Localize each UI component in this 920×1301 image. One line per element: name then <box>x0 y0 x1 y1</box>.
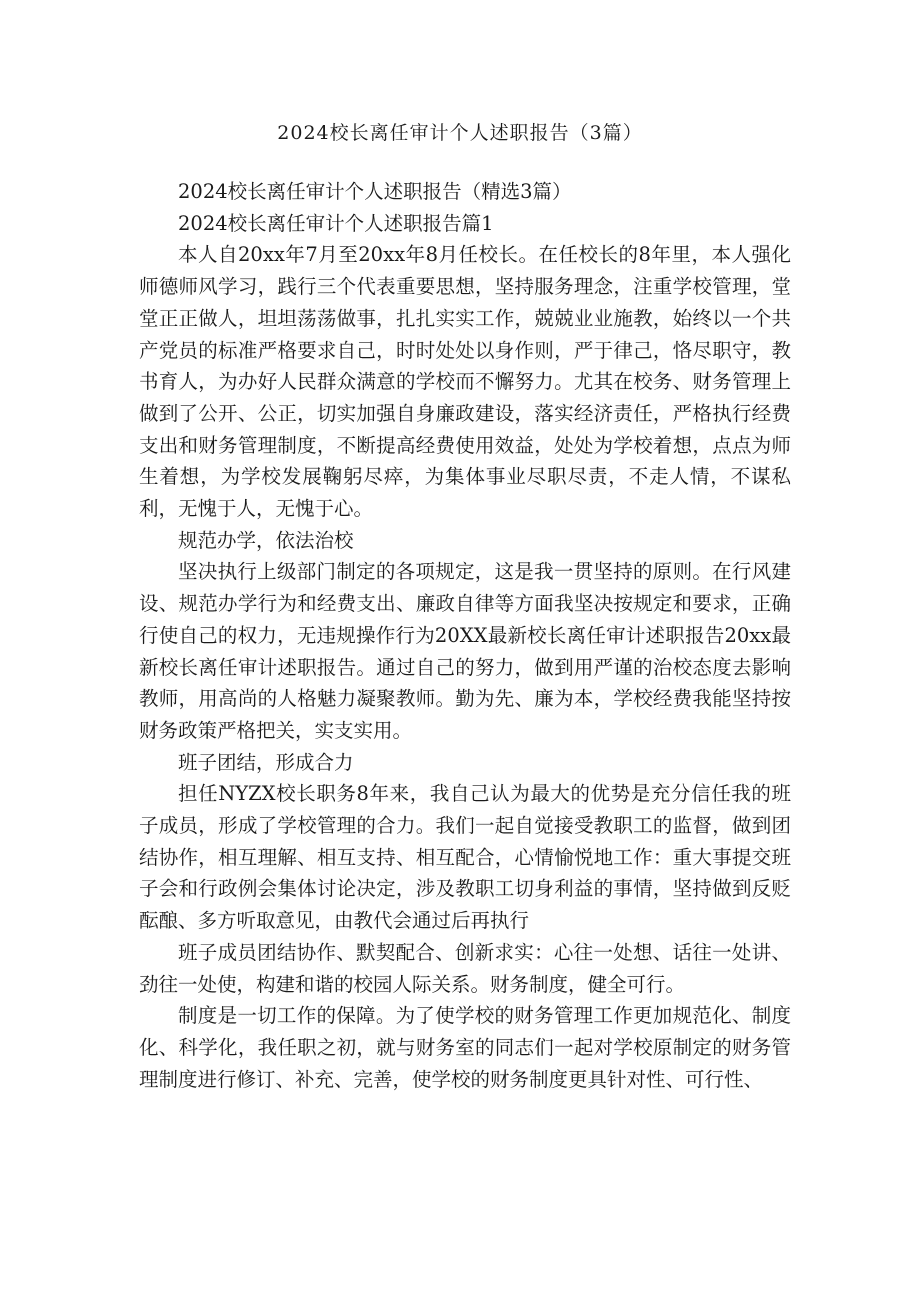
body-paragraph: 制度是一切工作的保障。为了使学校的财务管理工作更加规范化、制度化、科学化，我任职之初，就与财务室的同志们一起对学校原制定的财务管理制度进行修订、补充、完善，使学校的财务制度更具针对性、可行性、 <box>139 1004 791 1091</box>
document-title: 2024校长离任审计个人述职报告（3篇） <box>277 122 643 144</box>
section-heading: 2024校长离任审计个人述职报告篇1 <box>178 211 494 235</box>
section-heading: 班子团结，形成合力 <box>178 750 354 774</box>
body-paragraph: 坚决执行上级部门制定的各项规定，这是我一贯坚持的原则。在行风建设、规范办学行为和经费支出、廉政自律等方面我坚决按规定和要求，正确行使自己的权力，无违规操作行为20XX最新校长离任审计述职报告20xx最新校长离任审计述职报告。通过自己的努力，做到用严谨的治校态度去影响教师，用高尚的人格魅力凝聚教师。勤为先、廉为本，学校经费我能坚持按财务政策严格把关，实支实用。 <box>139 560 791 742</box>
body-paragraph: 班子成员团结协作、默契配合、创新求实：心往一处想、话往一处讲、劲往一处使，构建和谐的校园人际关系。财务制度，健全可行。 <box>139 940 791 996</box>
section-heading: 规范办学，依法治校 <box>178 528 354 552</box>
subtitle-paragraph: 2024校长离任审计个人述职报告（精选3篇） <box>178 180 572 203</box>
body-paragraph: 担任NYZX校长职务8年来，我自己认为最大的优势是充分信任我的班子成员，形成了学校管理的合力。我们一起自觉接受教职工的监督，做到团结协作，相互理解、相互支持、相互配合，心情愉悦地工作：重大事提交班子会和行政例会集体讨论决定，涉及教职工切身利益的事情，坚持做到反贬酝酿、多方听取意见，由教代会通过后再执行 <box>139 782 791 933</box>
document-body <box>139 176 791 1095</box>
body-paragraph: 本人自20xx年7月至20xx年8月任校长。在任校长的8年里，本人强化师德师风学习，践行三个代表重要思想，坚持服务理念，注重学校管理，堂堂正正做人，坦坦荡荡做事，扎扎实实工作，兢兢业业施教，始终以一个共产党员的标准严格要求自己，时时处处以身作则，严于律己，恪尽职守，教书育人，为办好人民群众满意的学校而不懈努力。尤其在校务、财务管理上做到了公开、公正，切实加强自身廉政建设，落实经济责任，严格执行经费支出和财务管理制度，不断提高经费使用效益，处处为学校着想，点点为师生着想，为学校发展鞠躬尽瘁，为集体事业尽职尽责，不走人情，不谋私利，无愧于人，无愧于心。 <box>139 243 791 521</box>
